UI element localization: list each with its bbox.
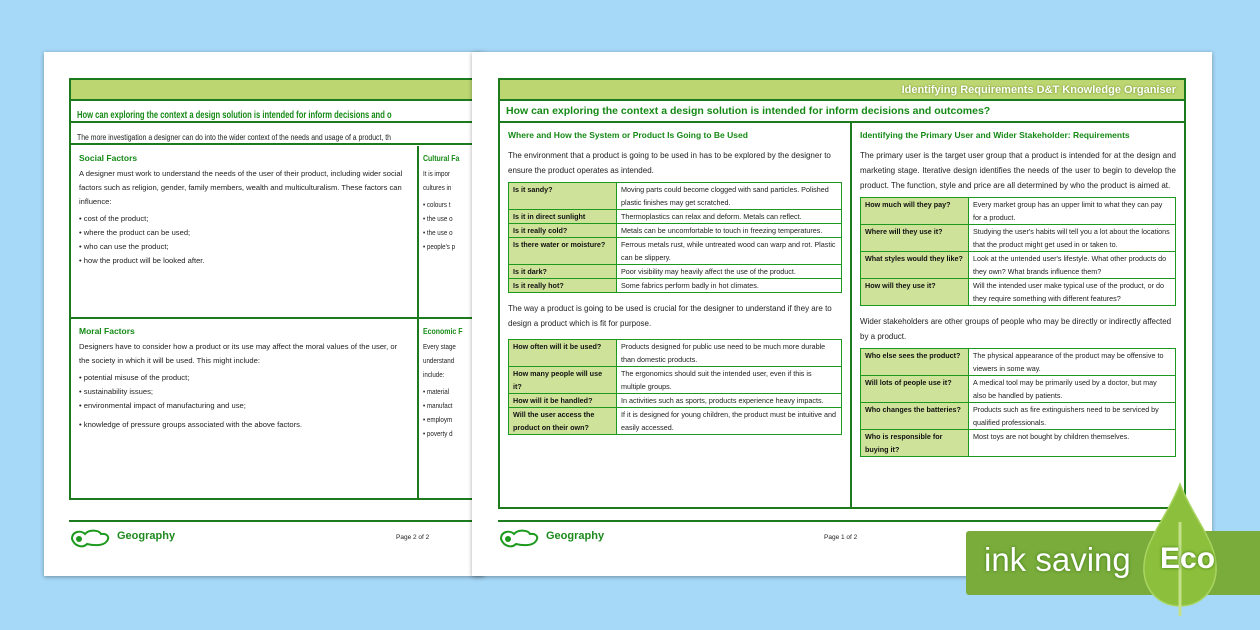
table-row <box>509 279 842 293</box>
row-question: Is it really hot? <box>509 279 617 293</box>
header-bar: Identifying Requirements D&T Knowledge Organiser <box>500 80 1184 101</box>
usage-section <box>500 123 852 507</box>
row-question: How often will it be used? <box>509 340 617 367</box>
row-question: How many people will use it? <box>509 367 617 394</box>
table-row <box>509 408 842 435</box>
row-question: Will the user access the product on their own? <box>509 408 617 435</box>
table-row <box>861 430 1176 457</box>
section-text: It is impor <box>423 169 450 178</box>
section-heading: Economic F <box>423 326 463 336</box>
list-item: • manufact <box>423 399 453 413</box>
section-text: The way a product is going to be used is crucial for the designer to understand if they are to design a product which is fit for purpose. <box>508 304 832 328</box>
section-text: cultures in <box>423 183 452 192</box>
section-heading: Moral Factors <box>79 326 135 336</box>
question-heading: How can exploring the context a design solution is intended for inform decisions and outcomes? <box>500 101 1184 123</box>
row-answer: Will the intended user make typical use of the product, or do they require something with different features? <box>969 279 1176 306</box>
section-text: Wider stakeholders are other groups of people who may be directly or indirectly affected by a product. <box>860 317 1172 341</box>
list-item: • the use o <box>423 226 455 240</box>
environment-table <box>508 182 842 293</box>
badge-text: ink saving <box>984 541 1131 578</box>
table-row <box>509 238 842 265</box>
section-text: A designer must work to understand the needs of the user of their product, including wider social factors such as religion, gender, family members, wealth and multiculturalism. These factors can influence: <box>79 169 403 206</box>
logo-icon <box>69 527 111 549</box>
row-answer: Products such as fire extinguishers need to be serviced by qualified professionals. <box>969 403 1176 430</box>
eco-label: Eco <box>1160 542 1216 575</box>
list-item: • where the product can be used; <box>79 226 409 240</box>
row-answer: If it is designed for young children, the product must be intuitive and easily accessed. <box>617 408 842 435</box>
section-text: Designers have to consider how a product or its use may affect the moral values of the user, or the society in which it will be used. This might include: <box>79 342 398 365</box>
row-answer: Ferrous metals rust, while untreated wood can warp and rot. Plastic can be slippery. <box>617 238 842 265</box>
row-question: What styles would they like? <box>861 252 969 279</box>
table-row <box>861 279 1176 306</box>
row-answer: Metals can be uncomfortable to touch in freezing temperatures. <box>617 224 842 238</box>
page-number: Page 1 of 2 <box>824 534 858 541</box>
table-row <box>861 198 1176 225</box>
subject-label: Geography <box>117 530 176 542</box>
list-item: • material <box>423 385 453 399</box>
header-bar <box>71 80 484 101</box>
list-item: • cost of the product; <box>79 212 409 226</box>
primary-user-table <box>860 197 1176 306</box>
list-item: • colours t <box>423 198 455 212</box>
page-2-frame <box>69 78 484 500</box>
list-item: • poverty d <box>423 427 453 441</box>
table-row <box>861 403 1176 430</box>
stakeholder-table <box>860 348 1176 457</box>
social-factors <box>71 146 419 319</box>
section-heading: Cultural Fa <box>423 153 460 163</box>
row-question: Is there water or moisture? <box>509 238 617 265</box>
row-question: Who changes the batteries? <box>861 403 969 430</box>
section-text: Every stage <box>423 342 456 351</box>
question-row <box>71 101 484 123</box>
subject-label: Geography <box>546 530 605 542</box>
row-answer: Poor visibility may heavily affect the use of the product. <box>617 265 842 279</box>
row-answer: Products designed for public use need to be much more durable than domestic products. <box>617 340 842 367</box>
section-heading: Social Factors <box>79 153 138 163</box>
row-answer: The ergonomics should suit the intended user, even if this is multiple groups. <box>617 367 842 394</box>
logo-icon <box>498 527 540 549</box>
row-answer: Thermoplastics can relax and deform. Metals can reflect. <box>617 210 842 224</box>
row-question: Is it sandy? <box>509 183 617 210</box>
row-question: How will it be handled? <box>509 394 617 408</box>
table-row <box>509 210 842 224</box>
table-row <box>509 183 842 210</box>
row-answer: In activities such as sports, products experience heavy impacts. <box>617 394 842 408</box>
row-answer: Every market group has an upper limit to what they can pay for a product. <box>969 198 1176 225</box>
section-text: The primary user is the target user group that a product is intended for at the design and marketing stage. Iterative design identifies the needs of the user to begin to develop the product. The function, style and price are all determined by who the product is aimed at. <box>860 151 1176 190</box>
page-footer <box>69 520 484 560</box>
usage-table <box>508 339 842 435</box>
list-item: • who can use the product; <box>79 240 409 254</box>
table-row <box>509 265 842 279</box>
row-question: Where will they use it? <box>861 225 969 252</box>
row-answer: The physical appearance of the product may be offensive to viewers in some way. <box>969 349 1176 376</box>
section-text: The environment that a product is going to be used in has to be explored by the designer to ensure the product operates as intended. <box>508 151 831 175</box>
row-question: How much will they pay? <box>861 198 969 225</box>
row-answer: Look at the untended user's lifestyle. What other products do they own? What brands influence them? <box>969 252 1176 279</box>
table-row <box>509 394 842 408</box>
page-1-frame <box>498 78 1186 509</box>
row-question: Who else sees the product? <box>861 349 969 376</box>
row-question: Will lots of people use it? <box>861 376 969 403</box>
page-number: Page 2 of 2 <box>396 534 430 541</box>
table-row <box>861 252 1176 279</box>
table-row <box>509 367 842 394</box>
row-question: Is it dark? <box>509 265 617 279</box>
moral-factors <box>71 319 419 499</box>
table-row <box>509 340 842 367</box>
page-2-preview <box>44 52 484 576</box>
question-heading: How can exploring the context a design solution is intended for inform decisions and o <box>77 110 392 121</box>
section-heading: Identifying the Primary User and Wider Stakeholder: Requirements <box>860 130 1130 140</box>
row-answer: A medical tool may be primarily used by a doctor, but may also be handled by patients. <box>969 376 1176 403</box>
list-item: • the use o <box>423 212 455 226</box>
table-row <box>861 225 1176 252</box>
row-question: Is it really cold? <box>509 224 617 238</box>
section-text: understand <box>423 356 455 365</box>
row-answer: Studying the user's habits will tell you a lot about the locations that the product might get used in or taken to. <box>969 225 1176 252</box>
section-heading: Where and How the System or Product Is Going to Be Used <box>508 130 748 140</box>
list-item: • potential misuse of the product; <box>79 371 409 385</box>
row-answer: Some fabrics perform badly in hot climates. <box>617 279 842 293</box>
list-item: • how the product will be looked after. <box>79 254 409 268</box>
list-item: • employm <box>423 413 453 427</box>
section-text: include: <box>423 370 445 379</box>
list-item: • people's p <box>423 240 455 254</box>
row-question: Is it in direct sunlight <box>509 210 617 224</box>
row-answer: Most toys are not bought by children themselves. <box>969 430 1176 457</box>
row-question: Who is responsible for buying it? <box>861 430 969 457</box>
table-row <box>861 349 1176 376</box>
row-question: How will they use it? <box>861 279 969 306</box>
intro-row <box>71 123 484 145</box>
row-answer: Moving parts could become clogged with sand particles. Polished plastic finishes may get scratched. <box>617 183 842 210</box>
table-row <box>861 376 1176 403</box>
intro-text: The more investigation a designer can do into the wider context of the needs and usage of a product, th <box>77 133 391 142</box>
page-1-preview <box>472 52 1212 576</box>
list-item: • environmental impact of manufacturing and use; <box>79 399 409 413</box>
users-section <box>852 123 1184 507</box>
list-item: • knowledge of pressure groups associated with the above factors. <box>79 418 409 432</box>
table-row <box>509 224 842 238</box>
list-item: • sustainability issues; <box>79 385 409 399</box>
